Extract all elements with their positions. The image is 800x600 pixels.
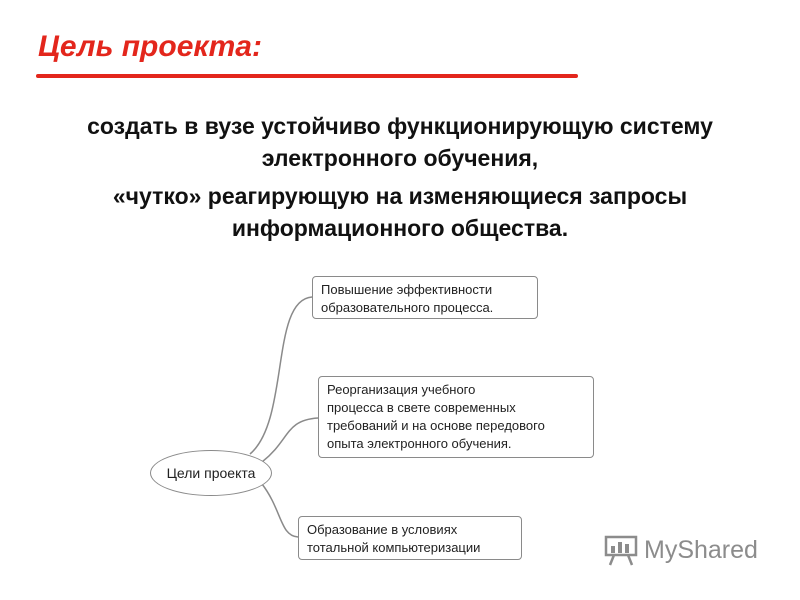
branch-2-line-1: Реорганизация учебного bbox=[327, 382, 476, 397]
goal-line-2: электронного обучения, bbox=[261, 145, 539, 171]
goal-line-1: создать в вузе устойчиво функционирующую систему bbox=[87, 113, 713, 139]
connector-branch-3 bbox=[262, 484, 298, 537]
branch-2-line-4: опыта электронного обучения. bbox=[327, 436, 512, 451]
branch-3-line-1: Образование в условиях bbox=[307, 522, 458, 537]
mindmap-root-node: Цели проекта bbox=[150, 450, 272, 496]
mindmap-branch-1 bbox=[312, 276, 538, 319]
logo-my: My bbox=[644, 535, 678, 564]
branch-2-line-2: процесса в свете современных bbox=[327, 400, 516, 415]
mindmap-branch-3 bbox=[298, 516, 522, 560]
branch-1-line-1: Повышение эффективности bbox=[321, 282, 493, 297]
goal-line-4: информационного общества. bbox=[231, 215, 569, 241]
presentation-board-icon bbox=[604, 534, 638, 566]
goal-line-3: «чутко» реагирующую на изменяющиеся запросы bbox=[112, 183, 688, 209]
myshared-watermark bbox=[604, 534, 758, 566]
logo-shared: Shared bbox=[677, 535, 758, 564]
branch-1-line-2: образовательного процесса. bbox=[321, 300, 494, 315]
slide-title: Цель проекта: bbox=[38, 30, 262, 63]
mindmap-branch-2 bbox=[318, 376, 594, 458]
branch-3-line-2: тотальной компьютеризации bbox=[307, 540, 481, 555]
connector-branch-1 bbox=[250, 297, 312, 454]
myshared-logo-text bbox=[644, 536, 758, 565]
branch-2-line-3: требований и на основе передового bbox=[327, 418, 545, 433]
connector-branch-2 bbox=[262, 418, 318, 462]
